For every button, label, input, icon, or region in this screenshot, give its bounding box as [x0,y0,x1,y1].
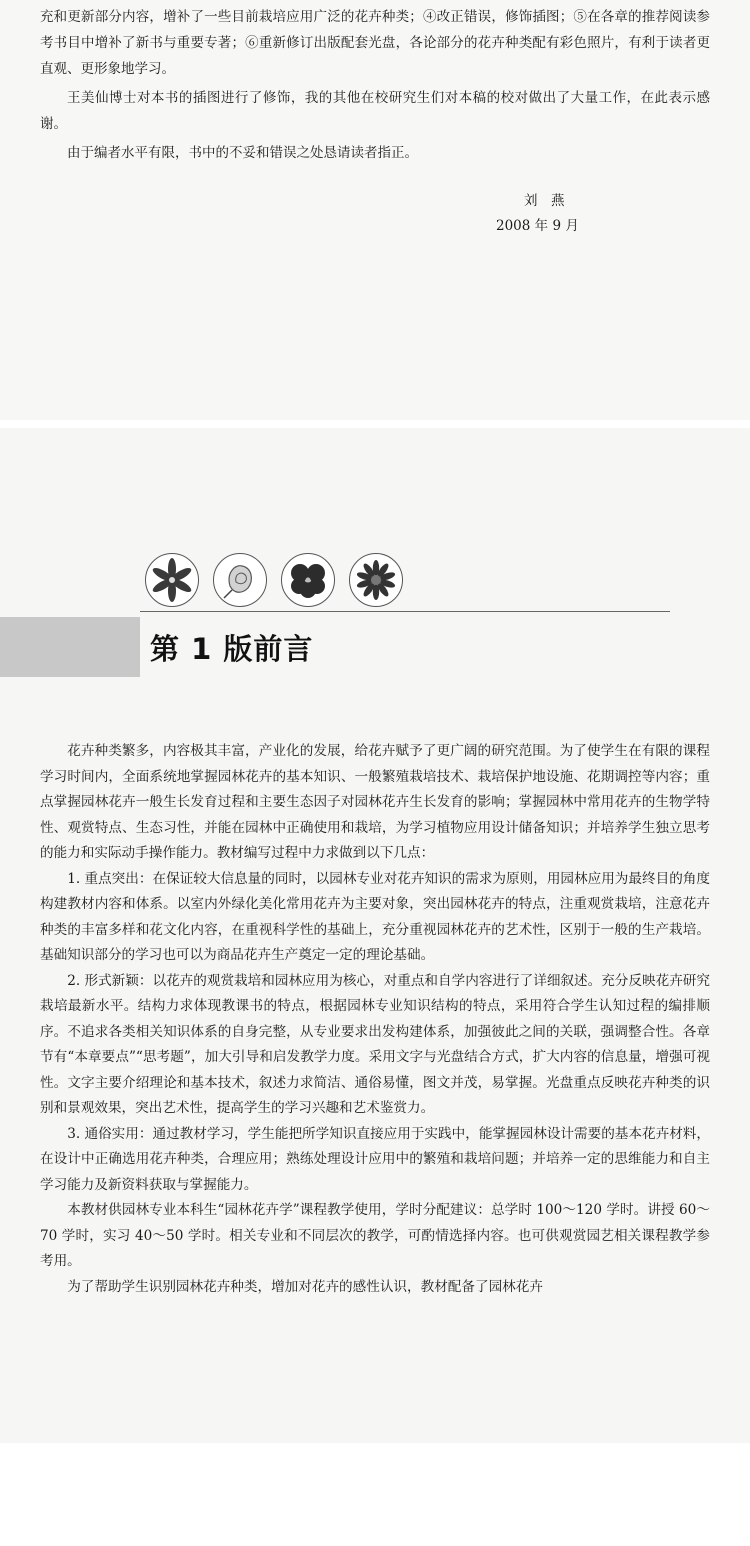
paragraph-point-1: 1. 重点突出：在保证较大信息量的同时，以园林专业对花卉知识的需求为原则，用园林应用为最终目的角度构建教材内容和体系。以室内外绿化美化常用花卉为主要对象，突出园林花卉的特点，注重观赏栽培，注意花卉种类的丰富多样和花文化内容，在重视科学性的基础上，充分重视园林花卉的艺术性，区别于一般的生产栽培。基础知识部分的学习也可以为商品花卉生产奠定一定的理论基础。 [40,870,710,963]
paragraph-apology: 由于编者水平有限，书中的不妥和错误之处恳请读者指正。 [67,145,418,161]
preface-body [40,739,710,1300]
daisy-icon [349,553,403,607]
paragraph-usage: 本教材供园林专业本科生“园林花卉学”课程教学使用，学时分配建议：总学时 100～120 学时。讲授 60～70 学时，实习 40～50 学时。相关专业和不同层次的教学，可酌情选择内容。也可供观赏园艺相关课程教学参考用。 [40,1202,710,1269]
previous-page [0,0,750,420]
lily-icon [145,553,199,607]
author-signature: 刘 燕 [524,193,565,209]
paragraph-point-2: 2. 形式新颖：以花卉的观赏栽培和园林应用为核心，对重点和自学内容进行了详细叙述。充分反映花卉研究栽培最新水平。结构力求体现教课书的特点，根据园林专业知识结构的特点，采用符合学生认知过程的编排顺序。不追求各类相关知识体系的自身完整，从专业要求出发构建体系，加强彼此之间的关联，强调整合性。各章节有“本章要点”“思考题”，加大引导和启发教学力度。采用文字与光盘结合方式，扩大内容的信息量，增强可视性。文字主要介绍理论和基本技术，叙述力求简洁、通俗易懂，图文并茂，易掌握。光盘重点反映花卉种类的识别和景观效果，突出艺术性，提高学生的学习兴趣和艺术鉴赏力。 [40,972,710,1116]
heading-accent-bar [0,617,140,677]
heading-rule [140,611,670,612]
paragraph-point-3: 3. 通俗实用：通过教材学习，学生能把所学知识直接应用于实践中，能掌握园林设计需要的基本花卉材料，在设计中正确选用花卉种类，合理应用；熟练处理设计应用中的繁殖和栽培问题；并培养一定的思维能力和自主学习能力及新资料获取与掌握能力。 [40,1125,710,1193]
page-margin [0,1443,750,1546]
rose-icon [213,553,267,607]
pansy-icon [281,553,335,607]
paragraph-acknowledgement: 王美仙博士对本书的插图进行了修饰，我的其他在校研究生们对本稿的校对做出了大量工作，在此表示感谢。 [40,90,710,132]
signature-date: 2008 年 9 月 [496,218,579,234]
page-title: 第 1 版前言 [150,632,314,666]
paragraph-cd: 为了帮助学生识别园林花卉种类，增加对花卉的感性认识，教材配备了园林花卉 [67,1278,543,1295]
flower-icon-row [145,553,403,607]
paragraph-revision-list: 充和更新部分内容，增补了一些目前栽培应用广泛的花卉种类；④改正错误，修饰插图；⑤在各章的推荐阅读参考书目中增补了新书与重要专著；⑥重新修订出版配套光盘，各论部分的花卉种类配有彩色照片，有利于读者更直观、更形象地学习。 [40,9,710,77]
page-gap [0,420,750,428]
preface-page [0,428,750,1443]
paragraph-intro: 花卉种类繁多，内容极其丰富，产业化的发展，给花卉赋予了更广阔的研究范围。为了使学生在有限的课程学习时间内，全面系统地掌握园林花卉的基本知识、一般繁殖栽培技术、栽培保护地设施、花期调控等内容；重点掌握园林花卉一般生长发育过程和主要生态因子对园林花卉生长发育的影响；掌握园林中常用花卉的生物学特性、观赏特点、生态习性，并能在园林中正确使用和栽培，为学习植物应用设计储备知识；并培养学生独立思考的能力和实际动手操作能力。教材编写过程中力求做到以下几点： [40,743,710,861]
